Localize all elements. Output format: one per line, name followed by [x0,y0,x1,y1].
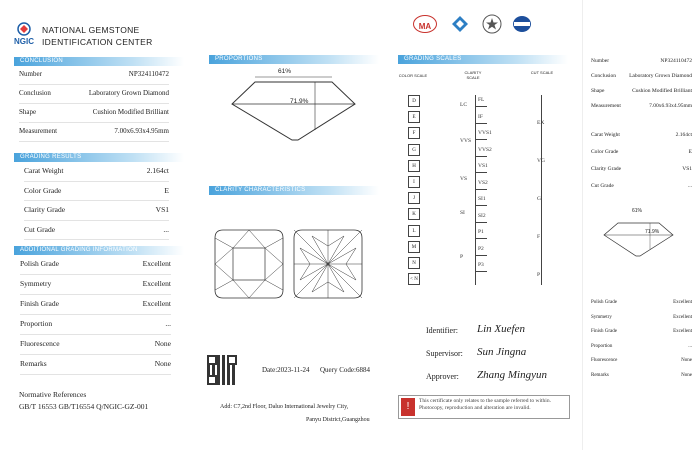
address-line1: Add: C7,2nd Floor, Daluo International Jewelry City, [220,404,349,410]
color-scale-grade: I [408,176,420,188]
stub-additional-row [591,300,692,305]
stub-depth-pct: 71.9% [645,229,660,235]
conclusion-label: Measurement [19,127,58,135]
additional-label: Fluorescence [20,339,60,348]
signature-role: Supervisor: [426,349,463,358]
stub-label: Proportion [591,343,613,349]
stub-label: Remarks [591,372,609,378]
cma-logo-text: MA [418,22,432,31]
conclusion-value: NP324110472 [128,70,169,78]
clarity-scale-line [475,95,476,285]
stub-value: ... [688,343,692,349]
stub-proportions-diagram [596,215,681,260]
proportions-depth-pct: 71.9% [290,98,309,105]
address-line2: Panyu District,Guangzhou [306,417,370,423]
conclusion-row [19,89,169,97]
signature-role: Identifier: [426,326,458,335]
stub-label: Finish Grade [591,329,617,334]
color-scale-grade: K [408,208,420,220]
stub-value: E [688,149,692,155]
issue-date: Date:2023-11-24 [262,366,310,374]
clarity-scale-grade: SI2 [478,212,486,219]
stub-value: Laboratory Grown Diamond [629,73,692,79]
normative-title: Normative References [19,390,87,399]
color-scale-grade: H [408,160,420,172]
stub-conclusion-row [591,73,692,79]
stub-label: Carat Weight [591,132,620,138]
clarity-scale-group: VS [460,176,468,182]
stub-additional-row [591,358,692,363]
grading-label: Cut Grade [24,224,56,234]
row-divider [20,294,171,295]
grading-row [24,225,169,234]
row-divider [24,181,169,182]
clarity-scale-tick [475,238,487,239]
stub-value: None [681,358,692,363]
stub-value: Excellent [673,329,692,334]
additional-value: Excellent [142,259,171,268]
signature-role: Approver: [426,372,459,381]
color-scale-grade: L [408,225,420,237]
grading-label: Clarity Grade [24,205,66,214]
additional-info-header: ADDITIONAL GRADING INFORMATION [14,246,184,255]
additional-label: Polish Grade [20,259,59,268]
stub-label: Clarity Grade [591,166,622,172]
clarity-scale-grade: P2 [478,245,484,252]
stub-grading-row [591,183,692,189]
conclusion-label: Conclusion [19,89,51,97]
clarity-characteristics-header: CLARITY CHARACTERISTICS [209,186,379,195]
clarity-plot-pavilion [292,228,364,300]
clarity-scale-group: VVS [460,138,472,144]
row-divider [19,103,169,104]
stub-conclusion-row [591,58,692,64]
conclusion-value: 7.00x6.93x4.95mm [114,127,169,135]
additional-value: None [154,339,171,348]
clarity-scale-tick [475,156,487,157]
stub-label: Shape [591,88,605,94]
star-seal-icon [482,14,502,39]
stub-label: Symmetry [591,314,612,320]
grading-row [24,205,169,214]
additional-value: ... [165,319,171,328]
stub-divider [582,0,583,450]
row-divider [20,374,171,375]
clarity-scale-tick [475,222,487,223]
additional-row [20,259,171,268]
grading-value: ... [163,224,169,234]
additional-label: Proportion [20,319,53,328]
proportions-table-pct: 61% [278,68,292,75]
stub-additional-row [591,373,692,378]
stub-label: Measurement [591,103,621,109]
cut-scale-grade: P [537,272,541,278]
additional-row [20,279,171,288]
org-title-line2: IDENTIFICATION CENTER [42,37,153,47]
clarity-scale-grade: VVS1 [478,130,492,136]
grading-value: E [164,185,169,195]
stub-grading-row [591,132,692,138]
signature-name: Lin Xuefen [477,323,525,335]
color-scale-grade: E [408,111,420,123]
color-scale-grade: G [408,144,420,156]
cut-scale-grade: F [537,234,541,240]
stub-table-pct: 61% [632,208,643,214]
ngic-logo [17,22,31,36]
clarity-scale-tick [475,106,487,107]
color-scale-grade: < N [408,273,420,285]
clarity-scale-group: LC [460,102,468,108]
cut-scale-header: CUT SCALE [530,70,554,75]
stub-value: 2.164ct [675,132,692,138]
stub-value: 7.00x6.93x4.95mm [649,103,692,109]
conclusion-label: Shape [19,108,37,116]
color-scale-grade: M [408,241,420,253]
clarity-scale-grade: VS2 [478,179,488,186]
grading-label: Color Grade [24,185,62,195]
row-divider [19,84,169,85]
stub-value: NP324110472 [660,58,692,64]
grading-scales-header: GRADING SCALES [398,55,568,64]
clarity-scale-grade: SI1 [478,196,486,202]
stub-conclusion-row [591,103,692,109]
additional-label: Finish Grade [20,299,59,308]
proportions-diagram [210,68,375,148]
grading-results-header: GRADING RESULTS [14,153,184,162]
additional-value: Excellent [142,279,171,288]
cut-scale-grade: G [537,196,541,202]
clarity-scale-tick [475,139,487,140]
stub-label: Number [591,58,610,64]
stub-label: Conclusion [591,73,617,79]
clarity-scale-tick [475,123,487,124]
row-divider [20,354,171,355]
row-divider [20,274,171,275]
cut-scale-grade: VG [537,158,545,164]
row-divider [24,239,169,240]
org-title-line1: NATIONAL GEMSTONE [42,25,140,35]
grading-row [24,186,169,195]
logo-text: NGIC [14,37,34,46]
color-scale-grade: J [408,192,420,204]
conclusion-label: Number [19,70,42,78]
color-scale-grade: D [408,95,420,107]
additional-row [20,299,171,308]
stub-additional-row [591,315,692,320]
additional-value: None [154,359,171,368]
row-divider [24,200,169,201]
conclusion-value: Laboratory Grown Diamond [88,89,169,97]
clarity-scale-header: CLARITY SCALE [464,70,482,80]
cma-logo [413,15,437,33]
color-scale-header: COLOR SCALE [398,73,428,78]
clarity-scale-group: SI [460,210,465,216]
stub-grading-row [591,149,692,155]
disclaimer-box [398,395,570,419]
clarity-scale-tick [475,189,487,190]
additional-row [20,339,171,348]
row-divider [19,141,169,142]
stub-label: Fluorescence [591,358,618,363]
stub-value: None [681,372,692,378]
conclusion-header: CONCLUSION [14,57,184,66]
clarity-scale-grade: VVS2 [478,146,492,153]
row-divider [20,334,171,335]
additional-row [20,319,171,328]
clarity-scale-tick [475,271,487,272]
clarity-scale-tick [475,205,487,206]
stub-value: Cushion Modified Brilliant [632,88,692,94]
signature-name: Zhang Mingyun [477,369,547,381]
clarity-scale-grade: P3 [478,262,484,268]
additional-label: Remarks [20,359,47,368]
grading-value: VS1 [155,205,169,214]
signature-name: Sun Jingna [477,346,527,358]
conclusion-row [19,108,169,116]
diamond-badge-icon [451,15,469,38]
disclaimer-text: This certificate only relates to the sample referred to within. Photocopy, reproduction and alteration are invalid. [419,398,551,411]
stub-value: Excellent [673,300,692,305]
row-divider [19,122,169,123]
stub-grading-row [591,166,692,172]
conclusion-value: Cushion Modified Brilliant [92,108,169,116]
warning-icon: ! [401,398,415,416]
stub-label: Color Grade [591,149,619,155]
stub-additional-row [591,329,692,334]
grading-label: Carat Weight [24,166,64,175]
proportions-header: PROPORTIONS [209,55,379,64]
query-code: Query Code:6884 [320,366,370,374]
globe-badge-icon [512,14,532,39]
clarity-plot-crown [213,228,285,300]
stub-value: Excellent [673,314,692,320]
clarity-scale-grade: VS1 [478,163,488,169]
cut-scale-grade: EX [537,120,545,126]
color-scale-grade: F [408,127,420,139]
clarity-scale-tick [475,255,487,256]
additional-row [20,359,171,368]
qr-code [207,355,237,385]
stub-value: ... [687,183,692,189]
conclusion-row [19,127,169,135]
additional-label: Symmetry [20,279,52,288]
additional-value: Excellent [142,299,171,308]
conclusion-row [19,70,169,78]
clarity-scale-grade: P1 [478,229,484,235]
row-divider [20,314,171,315]
clarity-scale-group: P [460,254,464,260]
grading-value: 2.164ct [146,166,169,175]
stub-label: Polish Grade [591,300,617,305]
grading-row [24,166,169,175]
normative-text: GB/T 16553 GB/T16554 Q/NGIC-GZ-001 [19,402,149,411]
clarity-scale-grade: FL [478,97,485,103]
color-scale-grade: N [408,257,420,269]
clarity-scale-grade: IF [478,113,483,120]
clarity-scale-tick [475,172,487,173]
row-divider [24,220,169,221]
stub-conclusion-row [591,88,692,94]
stub-label: Cut Grade [591,183,614,189]
stub-additional-row [591,344,692,349]
stub-value: VS1 [682,166,692,172]
